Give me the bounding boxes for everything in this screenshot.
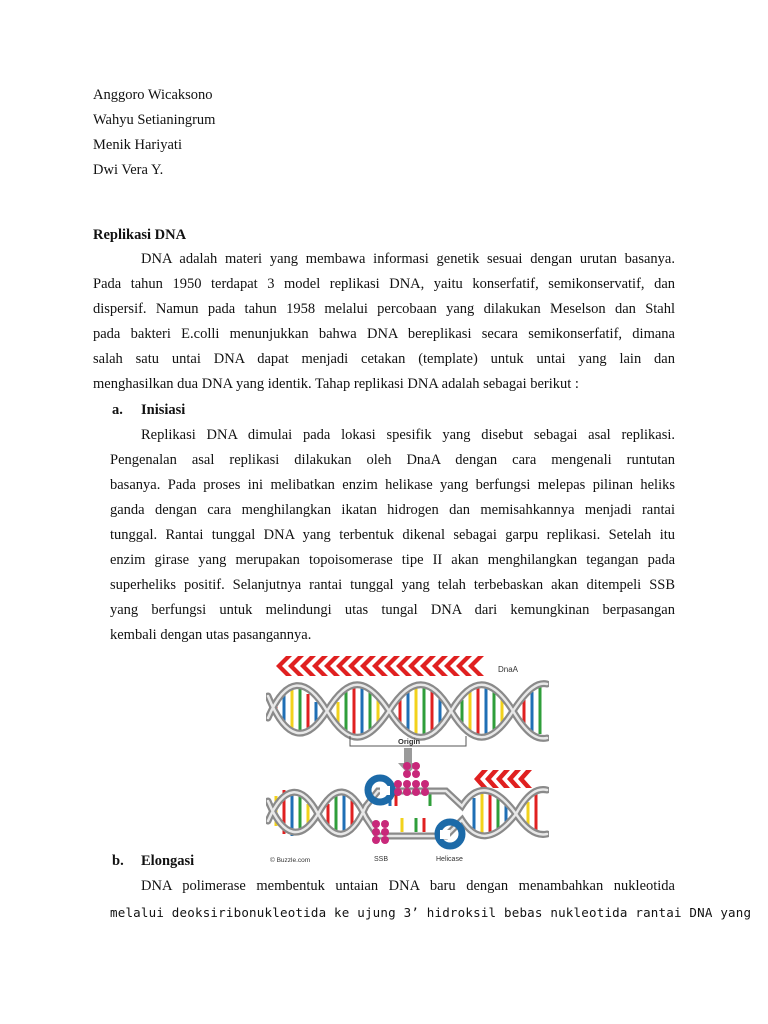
intro-line-5: salah satu untai DNA dapat menjadi cetakan (template) untuk untai yang lain dan [93, 351, 675, 367]
inisiasi-line-9: kembali dengan utas pasangannya. [110, 627, 312, 643]
author-1: Anggoro Wicaksono [93, 87, 213, 103]
label-ssb: SSB [374, 856, 389, 863]
label-helicase: Helicase [436, 856, 463, 863]
dna-replication-figure [266, 656, 549, 865]
inisiasi-line-6: enzim girase yang merupakan topoisomerase tipe II akan menghilangkan tegangan pada [110, 552, 675, 568]
dnaa-chevrons-bottom [474, 770, 532, 788]
sub-a-title: Inisiasi [141, 402, 186, 418]
inisiasi-line-5: tunggal. Rantai tunggal DNA yang terbentuk dikenal sebagai garpu replikasi. Setelah itu [110, 527, 675, 543]
ssb-cluster-bottom [372, 820, 389, 844]
section-title: Replikasi DNA [93, 227, 187, 243]
intro-line-1: DNA adalah materi yang membawa informasi genetik sesuai dengan urutan basanya. [141, 251, 675, 267]
helicase-ring-left [368, 778, 392, 802]
dnaa-chevrons-top [276, 656, 484, 676]
label-credit: © Buzzle.com [270, 857, 311, 864]
sub-a-marker: a. [112, 402, 123, 418]
inisiasi-line-3: basanya. Pada proses ini melibatkan enzim helikase yang berfungsi melepas pilinan heliks [110, 477, 675, 493]
inisiasi-line-8: yang berfungsi untuk melindungi utas tungal DNA dari kemungkinan berpasangan [110, 602, 675, 618]
label-origin: Origin [398, 737, 421, 746]
sub-b-marker: b. [112, 853, 124, 869]
sub-b-title: Elongasi [141, 853, 195, 869]
label-dnaa: DnaA [498, 665, 519, 674]
author-4: Dwi Vera Y. [93, 162, 164, 178]
inisiasi-line-1: Replikasi DNA dimulai pada lokasi spesifik yang disebut sebagai asal replikasi. [141, 427, 675, 443]
inisiasi-line-7: superheliks positif. Selanjutnya rantai tunggal yang telah terbebaskan akan ditempeli SSB [110, 577, 675, 593]
inisiasi-line-4: ganda dengan cara menghilangkan ikatan hidrogen dan memisahkannya menjadi rantai [110, 502, 675, 518]
author-3: Menik Hariyati [93, 137, 182, 153]
elongasi-line-1: DNA polimerase membentuk untaian DNA baru dengan menambahkan nukleotida [141, 878, 675, 894]
intro-line-6: menghasilkan dua DNA yang identik. Tahap replikasi DNA adalah sebagai berikut : [93, 376, 579, 392]
author-2: Wahyu Setianingrum [93, 112, 216, 128]
inisiasi-line-2: Pengenalan asal replikasi dilakukan oleh DnaA dengan cara mengenali runtutan [110, 452, 675, 468]
intro-line-2: Pada tahun 1950 terdapat 3 model replikasi DNA, yaitu konserfatif, semikonservatif, dan [93, 276, 675, 292]
intro-line-3: dispersif. Namun pada tahun 1958 melalui percobaan yang dilakukan Meselson dan Stahl [93, 301, 675, 317]
intro-line-4: pada bakteri E.colli menunjukkan bahwa DNA bereplikasi secara semikonserfatif, dimana [93, 326, 675, 342]
elongasi-line-2: melalui deoksiribonukleotida ke ujung 3’ hidroksil bebas nukleotida rantai DNA yang [110, 905, 752, 920]
helicase-ring-right [438, 822, 462, 846]
down-arrow-icon [398, 748, 418, 774]
